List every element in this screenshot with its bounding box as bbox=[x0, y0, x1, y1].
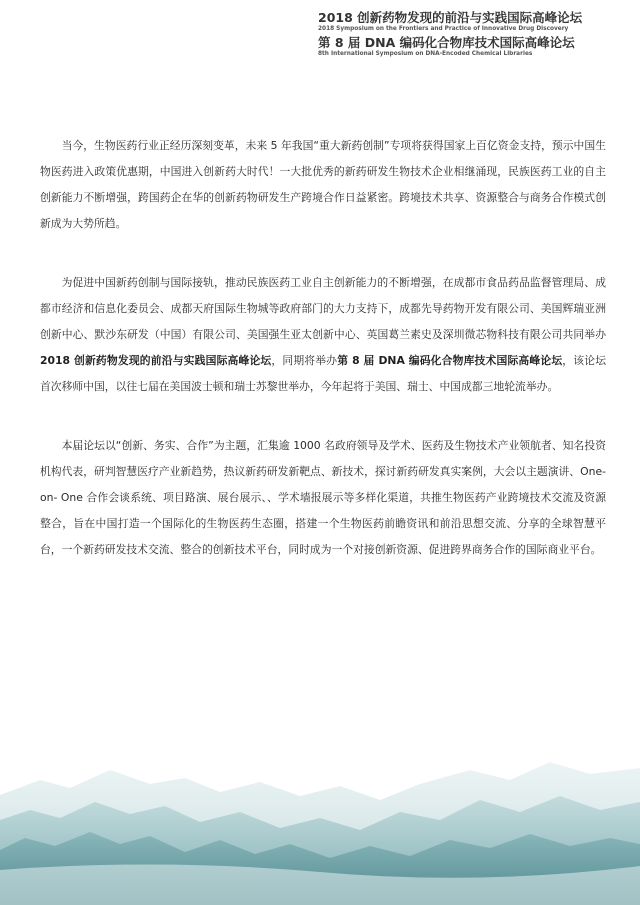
paragraph-organizers bbox=[40, 270, 606, 400]
forum-name-del: 第 8 届 DNA 编码化合物库技术国际高峰论坛 bbox=[337, 354, 563, 367]
organizers-text-3: ，该论坛首次移师中国，以往七届在美国波士顿和瑞士苏黎世举办，今年起将于美国、瑞士、中国成都三地轮流举办。 bbox=[40, 354, 606, 393]
header-title-del-symposium: 第 8 届 DNA 编码化合物库技术国际高峰论坛 bbox=[318, 35, 575, 50]
header-subtitle-del-symposium: 8th International Symposium on DNA-Encoded Chemical Libraries bbox=[318, 51, 533, 57]
header-subtitle-2018-symposium: 2018 Symposium on the Frontiers and Practice of Innovative Drug Discovery bbox=[318, 26, 569, 32]
organizers-text-1: 为促进中国新药创制与国际接轨，推动民族医药工业自主创新能力的不断增强，在成都市食品药品监督管理局、成都市经济和信息化委员会、成都天府国际生物城等政府部门的大力支持下，成都先导药物开发有限公司、美国辉瑞亚洲创新中心、默沙东研发（中国）有限公司、美国强生亚太创新中心、英国葛兰素史及深圳微芯物科技有限公司共同举办 bbox=[40, 276, 606, 341]
body-text bbox=[40, 133, 606, 596]
ink-mountains-illustration bbox=[0, 740, 640, 905]
page-header bbox=[318, 10, 618, 60]
forum-name-2018: 2018 创新药物发现的前沿与实践国际高峰论坛 bbox=[40, 354, 272, 367]
paragraph-theme: 本届论坛以“创新、务实、合作”为主题，汇集逾 1000 名政府领导及学术、医药及生物技术产业领航者、知名投资机构代表，研判智慧医疗产业新趋势，热议新药研发新靶点、新技术，探讨新药研发真实案例，大会以主题演讲、One-on- One 合作会谈系统、项目路演、展台展示、、学术墙报展示等多样化渠道，共推生物医药产业跨境技术交流及资源整合，旨在中国打造一个国际化的生物医药生态圈，搭建一个生物医药前瞻资讯和前沿思想交流、分享的全球智慧平台，一个新药研发技术交流、整合的创新技术平台，同时成为一个对接创新资源、促进跨界商务合作的国际商业平台。 bbox=[40, 439, 606, 556]
header-title-2018-symposium: 2018 创新药物发现的前沿与实践国际高峰论坛 bbox=[318, 10, 583, 25]
organizers-text-2: ，同期将举办 bbox=[271, 354, 338, 367]
paragraph-intro: 当今，生物医药行业正经历深刻变革，未来 5 年我国“重大新药创制”专项将获得国家上百亿资金支持，预示中国生物医药进入政策优惠期，中国进入创新药大时代！一大批优秀的新药研发生物技术企业相继涌现，民族医药工业的自主创新能力不断增强，跨国药企在华的创新药物研发生产跨境合作日益紧密。跨境技术共享、资源整合与商务合作模式创新成为大势所趋。 bbox=[40, 139, 606, 230]
